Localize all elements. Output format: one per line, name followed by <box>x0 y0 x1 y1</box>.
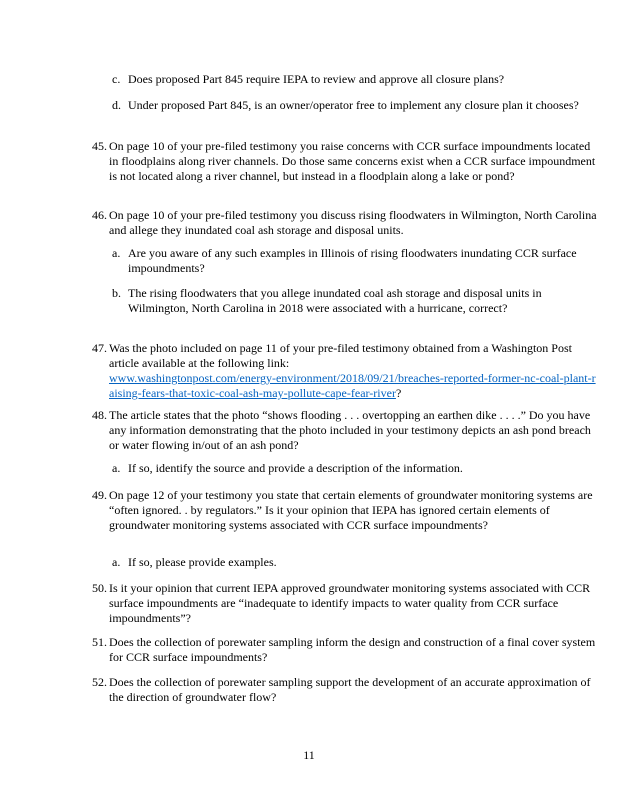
question-text-end: ? <box>395 386 402 400</box>
question-46 <box>92 208 598 238</box>
question-number: 50. <box>92 581 107 595</box>
question-text: On page 10 of your pre-filed testimony you discuss rising floodwaters in Wilmington, North Carolina and allege they inundated coal ash storage and disposal units. <box>109 208 597 237</box>
item-text: If so, please provide examples. <box>128 555 277 569</box>
item-mark: b. <box>112 286 121 300</box>
list-item <box>112 72 598 87</box>
question-number: 45. <box>92 139 107 153</box>
question-text-main: Was the photo included on page 11 of your pre-filed testimony obtained from a Washington Post article available at the following link: <box>109 341 572 370</box>
item-text: Under proposed Part 845, is an owner/operator free to implement any closure plan it chooses? <box>128 98 579 112</box>
question-50 <box>92 581 598 626</box>
item-mark: c. <box>112 72 121 86</box>
question-number: 46. <box>92 208 107 222</box>
article-link[interactable]: www.washingtonpost.com/energy-environment/2018/09/21/breaches-reported-former-nc-coal-plant-raising-fears-that-toxic-coal-ash-may-pollute-cape-fear-river <box>109 371 596 400</box>
question-number: 48. <box>92 408 107 422</box>
item-text: Are you aware of any such examples in Illinois of rising floodwaters inundating CCR surface impoundments? <box>128 246 577 275</box>
question-number: 47. <box>92 341 107 355</box>
question-52 <box>92 675 598 705</box>
item-mark: a. <box>112 461 121 475</box>
question-49 <box>92 488 598 533</box>
question-48 <box>92 408 598 453</box>
list-item <box>112 98 598 113</box>
question-51 <box>92 635 598 665</box>
item-text: Does proposed Part 845 require IEPA to review and approve all closure plans? <box>128 72 505 86</box>
list-item <box>112 286 598 316</box>
question-number: 52. <box>92 675 107 689</box>
item-mark: a. <box>112 555 121 569</box>
list-item <box>112 246 598 276</box>
question-text: Does the collection of porewater sampling support the development of an accurate approximation of the direction of groundwater flow? <box>109 675 591 704</box>
list-item <box>112 555 598 570</box>
question-text: Is it your opinion that current IEPA approved groundwater monitoring systems associated with CCR surface impoundments are “inadequate to identify impacts to water quality from CCR surface impoundments”? <box>109 581 591 625</box>
question-number: 51. <box>92 635 107 649</box>
item-mark: d. <box>112 98 121 112</box>
question-45 <box>92 139 598 184</box>
list-item <box>112 461 598 476</box>
question-number: 49. <box>92 488 107 502</box>
question-text: The article states that the photo “shows flooding . . . overtopping an earthen dike . . . .” Do you have any information demonstrating that the photo included in your testimony depicts an ash pond breach or water flowing in/out of an ash pond? <box>109 408 591 452</box>
question-text: Does the collection of porewater sampling inform the design and construction of a final cover system for CCR surface impoundments? <box>109 635 596 664</box>
item-mark: a. <box>112 246 121 260</box>
question-text: On page 10 of your pre-filed testimony you raise concerns with CCR surface impoundments located in floodplains along river channels. Do those same concerns exist when a CCR surface impoundment is not located along a river channel, but instead in a floodplain along a lake or pond? <box>109 139 596 183</box>
item-text: The rising floodwaters that you allege inundated coal ash storage and disposal units in Wilmington, North Carolina in 2018 were associated with a hurricane, correct? <box>128 286 542 315</box>
question-text: On page 12 of your testimony you state that certain elements of groundwater monitoring systems are “often ignored. . by regulators.” Is it your opinion that IEPA has ignored certain elements of groundwater monitoring systems associated with CCR surface impoundments? <box>109 488 593 532</box>
question-47 <box>92 341 598 401</box>
page-number: 11 <box>303 748 315 762</box>
item-text: If so, identify the source and provide a description of the information. <box>128 461 463 475</box>
question-text <box>109 341 598 401</box>
